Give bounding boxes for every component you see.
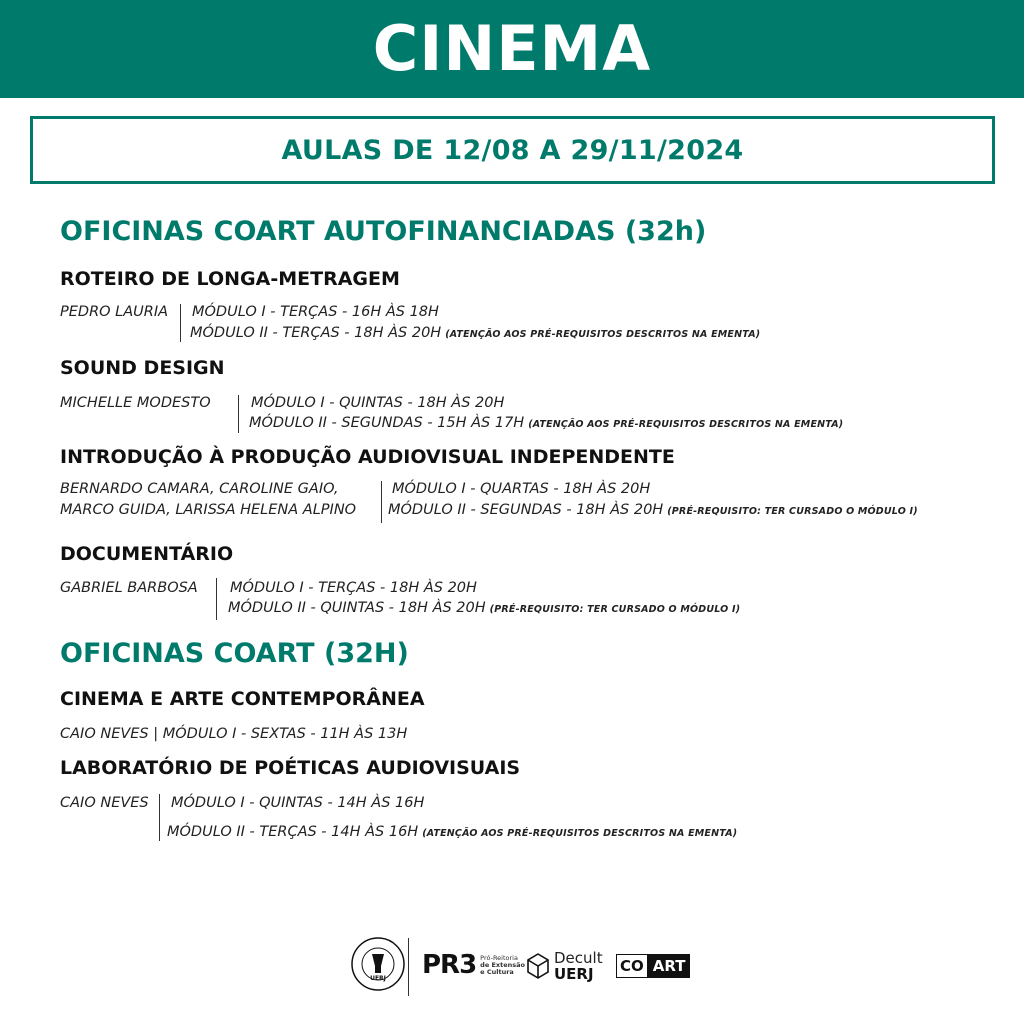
module-line: MÓDULO I - QUINTAS - 18H ÀS 20H (251, 395, 505, 411)
module-line: MÓDULO II - SEGUNDAS - 15H ÀS 17H (ATENÇÃO AOS PRÉ-REQUISITOS DESCRITOS NA EMENTA) (249, 415, 844, 431)
module-line: MÓDULO II - SEGUNDAS - 18H ÀS 20H (PRÉ-REQUISITO: TER CURSADO O MÓDULO I) (388, 502, 918, 518)
teacher-name: BERNARDO CAMARA, CAROLINE GAIO, (60, 481, 339, 497)
module-note: (PRÉ-REQUISITO: TER CURSADO O MÓDULO I) (667, 506, 918, 517)
section-title-autofinanciadas: OFICINAS COART AUTOFINANCIADAS (32h) (60, 216, 707, 247)
course-title-laboratorio: LABORATÓRIO DE POÉTICAS AUDIOVISUAIS (60, 757, 521, 779)
section-title-coart: OFICINAS COART (32H) (60, 638, 409, 669)
divider (216, 578, 217, 620)
uerj-seal-text: UERJ (370, 975, 386, 982)
module-line: MÓDULO I - TERÇAS - 16H ÀS 18H (192, 304, 439, 320)
module-note: (PRÉ-REQUISITO: TER CURSADO O MÓDULO I) (489, 604, 741, 615)
footer-divider (408, 938, 409, 996)
footer-logos (350, 936, 686, 998)
course-title-introducao: INTRODUÇÃO À PRODUÇÃO AUDIOVISUAL INDEPENDENTE (60, 446, 675, 468)
course-title-sound-design: SOUND DESIGN (60, 357, 225, 379)
module-note: (ATENÇÃO AOS PRÉ-REQUISITOS DESCRITOS NA EMENTA) (422, 828, 738, 839)
coart-logo: CO ART (616, 954, 690, 978)
teacher-name: CAIO NEVES (60, 795, 149, 811)
page-title: CINEMA (372, 12, 652, 85)
title-banner (0, 0, 1024, 98)
cube-icon (526, 952, 550, 980)
teacher-name: MARCO GUIDA, LARISSA HELENA ALPINO (60, 502, 357, 518)
divider (159, 794, 160, 841)
course-title-documentario: DOCUMENTÁRIO (60, 543, 234, 565)
course-title-cinema-arte: CINEMA E ARTE CONTEMPORÂNEA (60, 688, 425, 710)
module-line: MÓDULO II - TERÇAS - 14H ÀS 16H (ATENÇÃO AOS PRÉ-REQUISITOS DESCRITOS NA EMENTA) (167, 824, 738, 840)
divider (180, 304, 181, 342)
pr3-mark: PR3 (422, 950, 477, 980)
pr3-text: Pró-Reitoria de Extensão e Cultura (480, 953, 525, 976)
module-line: MÓDULO II - TERÇAS - 18H ÀS 20H (ATENÇÃO AOS PRÉ-REQUISITOS DESCRITOS NA EMENTA) (190, 325, 761, 341)
dates-box (30, 116, 995, 184)
module-line: MÓDULO I - QUARTAS - 18H ÀS 20H (392, 481, 651, 497)
teacher-name: MICHELLE MODESTO (60, 395, 211, 411)
dates-text: AULAS DE 12/08 A 29/11/2024 (281, 134, 744, 166)
module-line: MÓDULO II - QUINTAS - 18H ÀS 20H (PRÉ-REQUISITO: TER CURSADO O MÓDULO I) (228, 600, 741, 616)
divider (381, 481, 382, 523)
decult-logo: Decult UERJ (526, 950, 603, 982)
module-note: (ATENÇÃO AOS PRÉ-REQUISITOS DESCRITOS NA EMENTA) (528, 419, 844, 430)
module-note: (ATENÇÃO AOS PRÉ-REQUISITOS DESCRITOS NA EMENTA) (445, 329, 761, 340)
module-line: MÓDULO I - TERÇAS - 18H ÀS 20H (230, 580, 477, 596)
pr3-logo (422, 950, 525, 980)
module-line: CAIO NEVES | MÓDULO I - SEXTAS - 11H ÀS 13H (60, 726, 408, 742)
module-line: MÓDULO I - QUINTAS - 14H ÀS 16H (171, 795, 425, 811)
divider (238, 395, 239, 433)
uerj-seal-icon (350, 936, 406, 992)
teacher-name: PEDRO LAURIA (60, 304, 169, 320)
teacher-name: GABRIEL BARBOSA (60, 580, 198, 596)
course-title-roteiro: ROTEIRO DE LONGA-METRAGEM (60, 268, 400, 290)
